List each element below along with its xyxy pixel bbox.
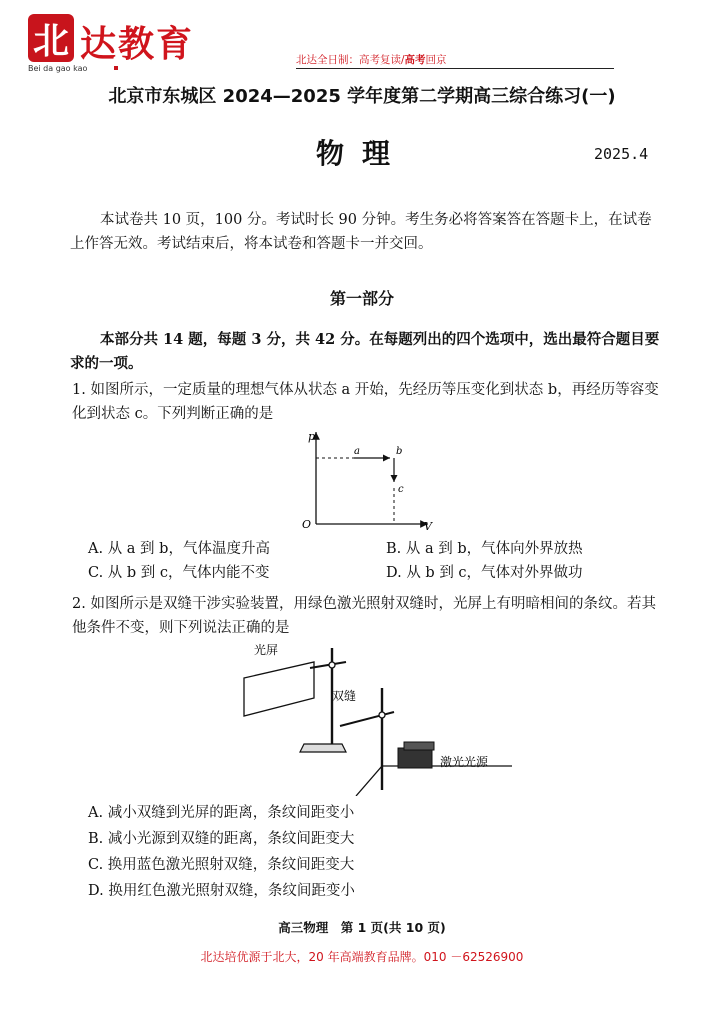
section-title: 第一部分 bbox=[329, 289, 394, 308]
subject-title: 物理 bbox=[315, 137, 408, 170]
q2-option-b[interactable]: B. 减小光源到双缝的距离，条纹间距变大 bbox=[88, 831, 355, 847]
exam-intro: 本试卷共 10 页，100 分。考试时长 90 分钟。考生务必将答案答在答题卡上，在试卷上作答无效。考试结束后，将本试卷和答题卡一并交回。 bbox=[70, 212, 652, 252]
stand-2-clamp bbox=[379, 712, 385, 718]
header-rule bbox=[296, 68, 614, 69]
slit-label: 双缝 bbox=[332, 689, 357, 703]
laser-source bbox=[398, 748, 432, 768]
state-b-label: b bbox=[396, 446, 403, 457]
header-slogan bbox=[296, 52, 447, 67]
slogan-prefix: 北达全日制：高考复读/ bbox=[296, 54, 405, 66]
q2-option-a[interactable]: A. 减小双缝到光屏的距离，条纹间距变小 bbox=[88, 805, 355, 821]
question-2-stem: 2. 如图所示是双缝干涉实验装置，用绿色激光照射双缝时，光屏上有明暗相间的条纹。若其他条件不变，则下列说法正确的是 bbox=[72, 596, 656, 636]
state-c-label: c bbox=[398, 484, 404, 495]
double-slit-apparatus bbox=[236, 636, 516, 796]
stand-1-clamp bbox=[329, 662, 335, 668]
table-edge bbox=[356, 766, 512, 796]
origin-label: O bbox=[302, 518, 312, 531]
y-axis-label: p bbox=[308, 430, 316, 443]
q1-option-c[interactable]: C. 从 b 到 c，气体内能不变 bbox=[88, 565, 270, 581]
stand-1-base bbox=[300, 744, 346, 752]
state-a-label: a bbox=[354, 446, 360, 457]
logo-mark bbox=[28, 14, 74, 62]
slogan-bold: 高考 bbox=[404, 54, 426, 66]
logo-pinyin: Bei da gao kao bbox=[28, 64, 88, 73]
pv-graph bbox=[288, 428, 438, 534]
exam-date: 2025.4 bbox=[594, 145, 649, 163]
slogan-suffix: 回京 bbox=[425, 54, 447, 66]
q2-option-c[interactable]: C. 换用蓝色激光照射双缝，条纹间距变大 bbox=[88, 857, 355, 873]
logo-name: 达教育 bbox=[80, 24, 195, 65]
laser-source-top bbox=[404, 742, 434, 750]
q2-option-d[interactable]: D. 换用红色激光照射双缝，条纹间距变小 bbox=[88, 883, 355, 899]
laser-label: 激光光源 bbox=[440, 755, 489, 769]
page-number: 高三物理 第 1 页(共 10 页) bbox=[278, 920, 446, 935]
light-screen bbox=[244, 662, 314, 716]
footer-ad: 北达培优源于北大，20 年高端教育品牌。010 －62526900 bbox=[200, 950, 524, 964]
exam-title: 北京市东城区 2024—2025 学年度第二学期高三综合练习(一) bbox=[108, 86, 616, 107]
q1-option-d[interactable]: D. 从 b 到 c，气体对外界做功 bbox=[386, 565, 583, 581]
section-description: 本部分共 14 题，每题 3 分，共 42 分。在每题列出的四个选项中，选出最符合题目要求的一项。 bbox=[70, 331, 660, 372]
q1-option-b[interactable]: B. 从 a 到 b，气体向外界放热 bbox=[386, 541, 583, 557]
stand-1-arm bbox=[310, 662, 346, 668]
q1-option-a[interactable]: A. 从 a 到 b，气体温度升高 bbox=[88, 541, 270, 557]
x-axis-label: V bbox=[424, 520, 432, 533]
logo-dot bbox=[114, 66, 118, 70]
stand-2-arm bbox=[340, 712, 394, 726]
question-1-stem: 1. 如图所示，一定质量的理想气体从状态 a 开始，先经历等压变化到状态 b，再经历等容变化到状态 c。下列判断正确的是 bbox=[72, 382, 659, 422]
logo-char: 北 bbox=[32, 20, 69, 62]
screen-label: 光屏 bbox=[254, 643, 279, 657]
